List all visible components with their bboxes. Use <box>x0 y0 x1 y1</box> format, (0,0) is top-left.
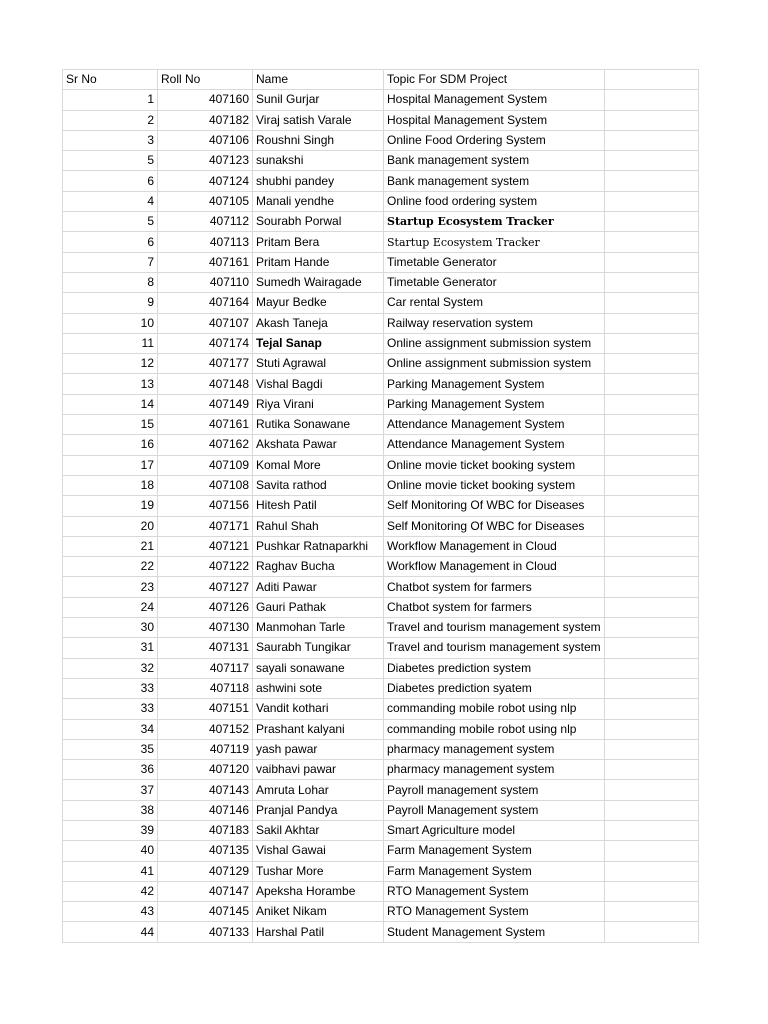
empty-cell[interactable] <box>604 516 698 536</box>
roll-no-cell[interactable]: 407177 <box>158 354 253 374</box>
name-cell[interactable]: Sumedh Wairagade <box>253 272 384 292</box>
sr-no-cell[interactable]: 19 <box>63 496 158 516</box>
roll-no-cell[interactable]: 407156 <box>158 496 253 516</box>
name-cell[interactable]: shubhi pandey <box>253 171 384 191</box>
topic-cell[interactable]: Online movie ticket booking system <box>384 455 605 475</box>
roll-no-cell[interactable]: 407145 <box>158 902 253 922</box>
name-cell[interactable]: Raghav Bucha <box>253 557 384 577</box>
empty-cell[interactable] <box>604 820 698 840</box>
table-row <box>63 90 699 110</box>
table-row <box>63 699 699 719</box>
empty-cell[interactable] <box>604 739 698 759</box>
topic-cell[interactable]: Chatbot system for farmers <box>384 597 605 617</box>
table-row <box>63 435 699 455</box>
table-row <box>63 151 699 171</box>
name-cell[interactable]: Akash Taneja <box>253 313 384 333</box>
topic-cell[interactable]: RTO Management System <box>384 881 605 901</box>
empty-cell[interactable] <box>604 922 698 942</box>
topic-cell[interactable]: Online assignment submission system <box>384 333 605 353</box>
sr-no-cell[interactable]: 7 <box>63 252 158 272</box>
sr-no-cell[interactable]: 22 <box>63 557 158 577</box>
table-row <box>63 394 699 414</box>
roll-no-cell[interactable]: 407161 <box>158 415 253 435</box>
topic-cell[interactable]: Self Monitoring Of WBC for Diseases <box>384 516 605 536</box>
sr-no-cell[interactable]: 10 <box>63 313 158 333</box>
sr-no-cell[interactable]: 11 <box>63 333 158 353</box>
sr-no-cell[interactable]: 32 <box>63 658 158 678</box>
roll-no-cell[interactable]: 407183 <box>158 820 253 840</box>
name-cell[interactable]: Mayur Bedke <box>253 293 384 313</box>
name-cell[interactable]: Gauri Pathak <box>253 597 384 617</box>
topic-cell[interactable]: Farm Management System <box>384 841 605 861</box>
sr-no-cell[interactable]: 39 <box>63 820 158 840</box>
topic-cell[interactable]: RTO Management System <box>384 902 605 922</box>
roll-no-cell[interactable]: 407108 <box>158 475 253 495</box>
topic-cell[interactable]: Payroll management system <box>384 780 605 800</box>
empty-cell[interactable] <box>604 272 698 292</box>
table-row <box>63 597 699 617</box>
sr-no-cell[interactable]: 37 <box>63 780 158 800</box>
empty-cell[interactable] <box>604 455 698 475</box>
roll-no-cell[interactable]: 407149 <box>158 394 253 414</box>
sr-no-cell[interactable]: 41 <box>63 861 158 881</box>
topic-cell[interactable]: Hospital Management System <box>384 90 605 110</box>
topic-cell[interactable]: Timetable Generator <box>384 252 605 272</box>
topic-cell[interactable]: Student Management System <box>384 922 605 942</box>
name-cell[interactable]: Rahul Shah <box>253 516 384 536</box>
roll-no-cell[interactable]: 407135 <box>158 841 253 861</box>
roll-no-cell[interactable]: 407130 <box>158 618 253 638</box>
empty-cell[interactable] <box>604 252 698 272</box>
roll-no-cell[interactable]: 407129 <box>158 861 253 881</box>
topic-cell[interactable]: Diabetes prediction syatem <box>384 678 605 698</box>
name-cell[interactable]: Manali yendhe <box>253 191 384 211</box>
header-topic[interactable]: Topic For SDM Project <box>384 70 605 90</box>
topic-cell[interactable]: Online assignment submission system <box>384 354 605 374</box>
topic-cell[interactable]: Timetable Generator <box>384 272 605 292</box>
sr-no-cell[interactable]: 30 <box>63 618 158 638</box>
empty-cell[interactable] <box>604 678 698 698</box>
sr-no-cell[interactable]: 31 <box>63 638 158 658</box>
name-cell[interactable]: Saurabh Tungikar <box>253 638 384 658</box>
header-empty-cell[interactable] <box>604 70 698 90</box>
roll-no-cell[interactable]: 407152 <box>158 719 253 739</box>
sr-no-cell[interactable]: 36 <box>63 760 158 780</box>
table-row <box>63 820 699 840</box>
roll-no-cell[interactable]: 407164 <box>158 293 253 313</box>
table-row <box>63 171 699 191</box>
name-cell[interactable]: Viraj satish Varale <box>253 110 384 130</box>
topic-cell[interactable]: Workflow Management in Cloud <box>384 536 605 556</box>
sr-no-cell[interactable]: 15 <box>63 415 158 435</box>
name-cell[interactable]: Tushar More <box>253 861 384 881</box>
topic-cell[interactable]: Chatbot system for farmers <box>384 577 605 597</box>
roll-no-cell[interactable]: 407162 <box>158 435 253 455</box>
roll-no-cell[interactable]: 407123 <box>158 151 253 171</box>
sr-no-cell[interactable]: 12 <box>63 354 158 374</box>
name-cell[interactable]: Pritam Bera <box>253 232 384 252</box>
roll-no-cell[interactable]: 407121 <box>158 536 253 556</box>
topic-cell[interactable]: pharmacy management system <box>384 760 605 780</box>
sr-no-cell[interactable]: 24 <box>63 597 158 617</box>
empty-cell[interactable] <box>604 151 698 171</box>
sr-no-cell[interactable]: 20 <box>63 516 158 536</box>
empty-cell[interactable] <box>604 618 698 638</box>
table-row <box>63 922 699 942</box>
topic-cell[interactable]: commanding mobile robot using nlp <box>384 719 605 739</box>
sr-no-cell[interactable]: 42 <box>63 881 158 901</box>
empty-cell[interactable] <box>604 699 698 719</box>
name-cell[interactable]: Sourabh Porwal <box>253 212 384 232</box>
table-row <box>63 557 699 577</box>
sr-no-cell[interactable]: 33 <box>63 678 158 698</box>
sr-no-cell[interactable]: 9 <box>63 293 158 313</box>
roll-no-cell[interactable]: 407122 <box>158 557 253 577</box>
table-row <box>63 130 699 150</box>
topic-cell[interactable]: Workflow Management in Cloud <box>384 557 605 577</box>
roll-no-cell[interactable]: 407118 <box>158 678 253 698</box>
table-row <box>63 719 699 739</box>
name-cell[interactable]: Pranjal Pandya <box>253 800 384 820</box>
sr-no-cell[interactable]: 38 <box>63 800 158 820</box>
table-row <box>63 415 699 435</box>
topic-cell[interactable]: Online Food Ordering System <box>384 130 605 150</box>
table-row <box>63 841 699 861</box>
name-cell[interactable]: Vandit kothari <box>253 699 384 719</box>
empty-cell[interactable] <box>604 881 698 901</box>
sr-no-cell[interactable]: 4 <box>63 191 158 211</box>
roll-no-cell[interactable]: 407171 <box>158 516 253 536</box>
empty-cell[interactable] <box>604 394 698 414</box>
topic-cell[interactable]: Startup Ecosystem Tracker <box>384 212 605 232</box>
roll-no-cell[interactable]: 407131 <box>158 638 253 658</box>
empty-cell[interactable] <box>604 293 698 313</box>
topic-cell[interactable]: Attendance Management System <box>384 415 605 435</box>
empty-cell[interactable] <box>604 861 698 881</box>
sr-no-cell[interactable]: 13 <box>63 374 158 394</box>
name-cell[interactable]: Pushkar Ratnaparkhi <box>253 536 384 556</box>
empty-cell[interactable] <box>604 232 698 252</box>
table-row <box>63 374 699 394</box>
table-row <box>63 455 699 475</box>
empty-cell[interactable] <box>604 333 698 353</box>
table-row <box>63 110 699 130</box>
empty-cell[interactable] <box>604 658 698 678</box>
table-row <box>63 760 699 780</box>
name-cell[interactable]: Tejal Sanap <box>253 333 384 353</box>
header-sr-no[interactable]: Sr No <box>63 70 158 90</box>
name-cell[interactable]: Riya Virani <box>253 394 384 414</box>
table-row <box>63 252 699 272</box>
roll-no-cell[interactable]: 407147 <box>158 881 253 901</box>
roll-no-cell[interactable]: 407120 <box>158 760 253 780</box>
topic-cell[interactable]: pharmacy management system <box>384 739 605 759</box>
name-cell[interactable]: Akshata Pawar <box>253 435 384 455</box>
sr-no-cell[interactable]: 5 <box>63 212 158 232</box>
table-row <box>63 354 699 374</box>
topic-cell[interactable]: Self Monitoring Of WBC for Diseases <box>384 496 605 516</box>
topic-cell[interactable]: Online movie ticket booking system <box>384 475 605 495</box>
sr-no-cell[interactable]: 34 <box>63 719 158 739</box>
table-row <box>63 577 699 597</box>
empty-cell[interactable] <box>604 374 698 394</box>
table-row <box>63 475 699 495</box>
empty-cell[interactable] <box>604 90 698 110</box>
roll-no-cell[interactable]: 407106 <box>158 130 253 150</box>
name-cell[interactable]: Hitesh Patil <box>253 496 384 516</box>
empty-cell[interactable] <box>604 760 698 780</box>
sr-no-cell[interactable]: 33 <box>63 699 158 719</box>
roll-no-cell[interactable]: 407112 <box>158 212 253 232</box>
table-row <box>63 496 699 516</box>
name-cell[interactable]: Prashant kalyani <box>253 719 384 739</box>
sr-no-cell[interactable]: 23 <box>63 577 158 597</box>
empty-cell[interactable] <box>604 577 698 597</box>
header-row <box>63 70 699 90</box>
empty-cell[interactable] <box>604 536 698 556</box>
sr-no-cell[interactable]: 6 <box>63 232 158 252</box>
name-cell[interactable]: Aditi Pawar <box>253 577 384 597</box>
table-row <box>63 293 699 313</box>
empty-cell[interactable] <box>604 557 698 577</box>
empty-cell[interactable] <box>604 354 698 374</box>
roll-no-cell[interactable]: 407182 <box>158 110 253 130</box>
sr-no-cell[interactable]: 18 <box>63 475 158 495</box>
empty-cell[interactable] <box>604 313 698 333</box>
topic-cell[interactable]: Startup Ecosystem Tracker <box>384 232 605 252</box>
empty-cell[interactable] <box>604 841 698 861</box>
table-row <box>63 739 699 759</box>
topic-cell[interactable]: Diabetes prediction system <box>384 658 605 678</box>
empty-cell[interactable] <box>604 597 698 617</box>
sr-no-cell[interactable]: 8 <box>63 272 158 292</box>
topic-cell[interactable]: Farm Management System <box>384 861 605 881</box>
topic-cell[interactable]: Parking Management System <box>384 394 605 414</box>
roll-no-cell[interactable]: 407113 <box>158 232 253 252</box>
name-cell[interactable]: Stuti Agrawal <box>253 354 384 374</box>
roll-no-cell[interactable]: 407127 <box>158 577 253 597</box>
roll-no-cell[interactable]: 407143 <box>158 780 253 800</box>
table-row <box>63 800 699 820</box>
sr-no-cell[interactable]: 2 <box>63 110 158 130</box>
roll-no-cell[interactable]: 407105 <box>158 191 253 211</box>
name-cell[interactable]: Komal More <box>253 455 384 475</box>
empty-cell[interactable] <box>604 902 698 922</box>
sr-no-cell[interactable]: 1 <box>63 90 158 110</box>
table-row <box>63 618 699 638</box>
empty-cell[interactable] <box>604 171 698 191</box>
sr-no-cell[interactable]: 17 <box>63 455 158 475</box>
sr-no-cell[interactable]: 14 <box>63 394 158 414</box>
empty-cell[interactable] <box>604 638 698 658</box>
sr-no-cell[interactable]: 21 <box>63 536 158 556</box>
table-row <box>63 780 699 800</box>
roll-no-cell[interactable]: 407107 <box>158 313 253 333</box>
sr-no-cell[interactable]: 5 <box>63 151 158 171</box>
name-cell[interactable]: Pritam Hande <box>253 252 384 272</box>
sr-no-cell[interactable]: 6 <box>63 171 158 191</box>
name-cell[interactable]: sunakshi <box>253 151 384 171</box>
table-row <box>63 536 699 556</box>
empty-cell[interactable] <box>604 719 698 739</box>
table-row <box>63 861 699 881</box>
roll-no-cell[interactable]: 407160 <box>158 90 253 110</box>
table-row <box>63 902 699 922</box>
table-row <box>63 232 699 252</box>
roll-no-cell[interactable]: 407117 <box>158 658 253 678</box>
name-cell[interactable]: Sakil Akhtar <box>253 820 384 840</box>
topic-cell[interactable]: commanding mobile robot using nlp <box>384 699 605 719</box>
name-cell[interactable]: Aniket Nikam <box>253 902 384 922</box>
roll-no-cell[interactable]: 407110 <box>158 272 253 292</box>
roll-no-cell[interactable]: 407146 <box>158 800 253 820</box>
roll-no-cell[interactable]: 407126 <box>158 597 253 617</box>
name-cell[interactable]: vaibhavi pawar <box>253 760 384 780</box>
table-row <box>63 678 699 698</box>
topic-cell[interactable]: Railway reservation system <box>384 313 605 333</box>
empty-cell[interactable] <box>604 130 698 150</box>
table-row <box>63 191 699 211</box>
topic-cell[interactable]: Bank management system <box>384 171 605 191</box>
roll-no-cell[interactable]: 407174 <box>158 333 253 353</box>
name-cell[interactable]: Harshal Patil <box>253 922 384 942</box>
topic-cell[interactable]: Payroll Management system <box>384 800 605 820</box>
table-row <box>63 333 699 353</box>
name-cell[interactable]: Sunil Gurjar <box>253 90 384 110</box>
empty-cell[interactable] <box>604 110 698 130</box>
project-allocation-table <box>62 69 699 943</box>
empty-cell[interactable] <box>604 800 698 820</box>
topic-cell[interactable]: Bank management system <box>384 151 605 171</box>
header-roll-no[interactable]: Roll No <box>158 70 253 90</box>
name-cell[interactable]: Vishal Bagdi <box>253 374 384 394</box>
roll-no-cell[interactable]: 407133 <box>158 922 253 942</box>
name-cell[interactable]: Amruta Lohar <box>253 780 384 800</box>
empty-cell[interactable] <box>604 212 698 232</box>
topic-cell[interactable]: Smart Agriculture model <box>384 820 605 840</box>
topic-cell[interactable]: Online food ordering system <box>384 191 605 211</box>
name-cell[interactable]: Manmohan Tarle <box>253 618 384 638</box>
topic-cell[interactable]: Travel and tourism management system <box>384 618 605 638</box>
roll-no-cell[interactable]: 407124 <box>158 171 253 191</box>
table-row <box>63 516 699 536</box>
roll-no-cell[interactable]: 407151 <box>158 699 253 719</box>
empty-cell[interactable] <box>604 435 698 455</box>
empty-cell[interactable] <box>604 496 698 516</box>
table-row <box>63 658 699 678</box>
name-cell[interactable]: yash pawar <box>253 739 384 759</box>
topic-cell[interactable]: Hospital Management System <box>384 110 605 130</box>
sr-no-cell[interactable]: 35 <box>63 739 158 759</box>
empty-cell[interactable] <box>604 780 698 800</box>
roll-no-cell[interactable]: 407119 <box>158 739 253 759</box>
sr-no-cell[interactable]: 40 <box>63 841 158 861</box>
table-body <box>63 90 699 942</box>
topic-cell[interactable]: Parking Management System <box>384 374 605 394</box>
sr-no-cell[interactable]: 3 <box>63 130 158 150</box>
roll-no-cell[interactable]: 407148 <box>158 374 253 394</box>
roll-no-cell[interactable]: 407161 <box>158 252 253 272</box>
name-cell[interactable]: sayali sonawane <box>253 658 384 678</box>
topic-cell[interactable]: Car rental System <box>384 293 605 313</box>
name-cell[interactable]: Savita rathod <box>253 475 384 495</box>
empty-cell[interactable] <box>604 191 698 211</box>
topic-cell[interactable]: Attendance Management System <box>384 435 605 455</box>
name-cell[interactable]: ashwini sote <box>253 678 384 698</box>
table-row <box>63 881 699 901</box>
sr-no-cell[interactable]: 43 <box>63 902 158 922</box>
table-row <box>63 212 699 232</box>
header-name[interactable]: Name <box>253 70 384 90</box>
sr-no-cell[interactable]: 16 <box>63 435 158 455</box>
name-cell[interactable]: Roushni Singh <box>253 130 384 150</box>
name-cell[interactable]: Rutika Sonawane <box>253 415 384 435</box>
topic-cell[interactable]: Travel and tourism management system <box>384 638 605 658</box>
name-cell[interactable]: Apeksha Horambe <box>253 881 384 901</box>
name-cell[interactable]: Vishal Gawai <box>253 841 384 861</box>
table-row <box>63 313 699 333</box>
roll-no-cell[interactable]: 407109 <box>158 455 253 475</box>
table-row <box>63 272 699 292</box>
table-row <box>63 638 699 658</box>
empty-cell[interactable] <box>604 415 698 435</box>
sr-no-cell[interactable]: 44 <box>63 922 158 942</box>
empty-cell[interactable] <box>604 475 698 495</box>
